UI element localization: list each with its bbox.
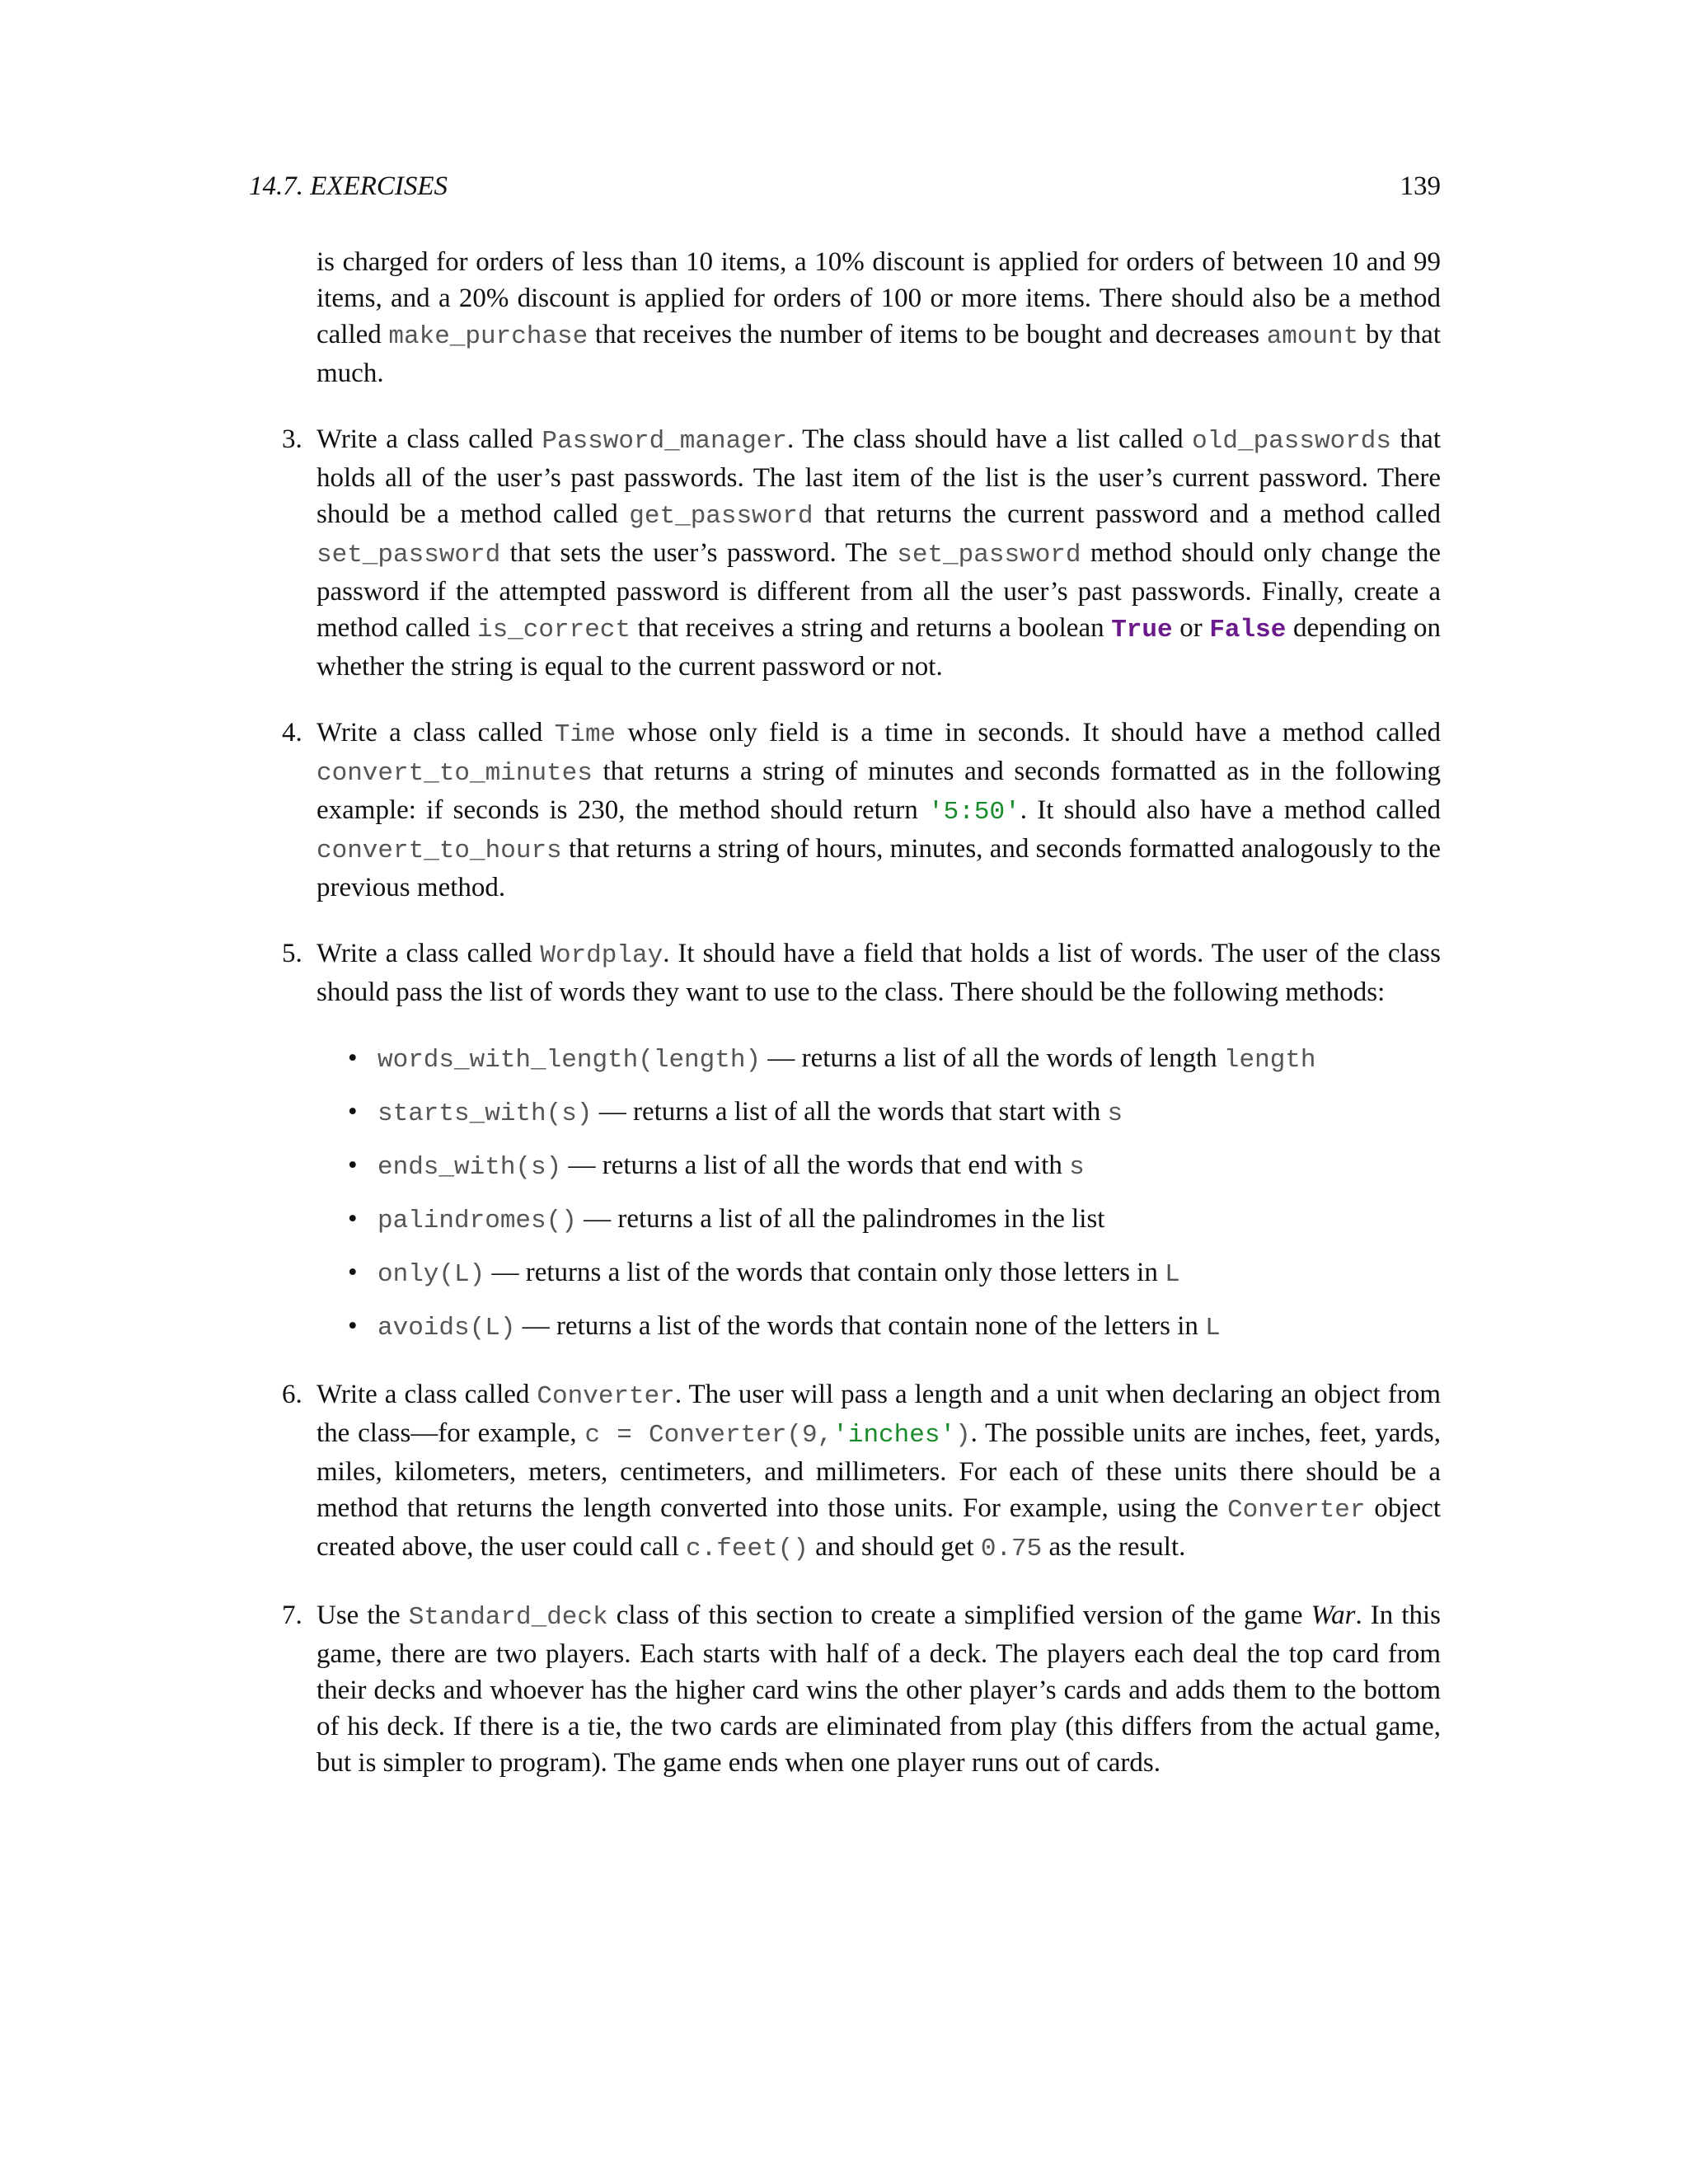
exercise-3: 3. Write a class called Password_manager. The class should have a list called old_passwords that holds all of the user’s past passwords. The last item of the list is the user’s current password. There should be a method called get_password that returns the current password and a method called set_password that sets the user’s password. The set_password method should only change the password if the attempted password is different from all the user’s past passwords. Finally, create a method called is_correct that receives a string and returns a boolean True or False depending on whether the string is equal to the current password or not. <box>316 421 1441 685</box>
bullet-dot: • <box>348 1151 358 1180</box>
code-get-password: get_password <box>629 502 814 531</box>
code-standard-deck: Standard_deck <box>408 1603 608 1632</box>
code-set-password-2: set_password <box>897 541 1081 569</box>
exercise-number: 7. <box>282 1601 302 1630</box>
exercise-6: 6. Write a class called Converter. The user will pass a length and a unit when declaring an object from the class—for example, c = Converter(9,'inches'). The possible units are inches, feet, yards, miles, kilometers, meters, centimeters, and millimeters. For each of these units there should be a method that returns the length converted into those units. For example, using the Converter object created above, the user could call c.feet() and should get 0.75 as the result. <box>316 1376 1441 1568</box>
bullet-dot: • <box>348 1311 358 1341</box>
code-set-password: set_password <box>316 541 501 569</box>
code-time: Time <box>554 720 617 749</box>
code-amount: amount <box>1266 322 1359 351</box>
exercise-number: 4. <box>282 718 302 748</box>
page-body <box>282 244 1442 1781</box>
bullet-dot: • <box>348 1097 358 1127</box>
code-is-correct: is_correct <box>476 616 631 644</box>
code-converter: Converter <box>537 1382 675 1411</box>
method-bullet-list <box>316 1040 1441 1347</box>
exercise-list <box>282 421 1442 1781</box>
exercise-number: 3. <box>282 424 302 454</box>
keyword-false: False <box>1209 616 1287 644</box>
bullet-item: • only(L) — returns a list of the words that contain only those letters in L <box>316 1254 1441 1293</box>
code-c-feet: c.feet() <box>686 1535 809 1563</box>
bullet-item: • words_with_length(length) — returns a list of all the words of length length <box>316 1040 1441 1079</box>
running-head <box>249 171 1441 208</box>
page-number: 139 <box>1400 171 1441 201</box>
continued-paragraph: is charged for orders of less than 10 items, a 10% discount is applied for orders of between 10 and 99 items, and a 20% discount is applied for orders of 100 or more items. There should also be a method called make_purchase that receives the number of items to be bought and decreases amount by that much. <box>316 247 1442 388</box>
bullet-dot: • <box>348 1258 358 1287</box>
bullet-dot: • <box>348 1204 358 1234</box>
code-wordplay: Wordplay <box>540 941 663 970</box>
code-converter-call: c = Converter(9, <box>584 1421 833 1450</box>
exercise-number: 6. <box>282 1380 302 1409</box>
bullet-dot: • <box>348 1043 358 1073</box>
exercise-4: 4. Write a class called Time whose only field is a time in seconds. It should have a method called convert_to_minutes that returns a string of minutes and seconds formatted as in the following example: if seconds is 230, the method should return '5:50'. It should also have a method called convert_to_hours that returns a string of hours, minutes, and seconds formatted analogously to the previous method. <box>316 715 1441 906</box>
code-password-manager: Password_manager <box>542 427 788 456</box>
exercise-number: 5. <box>282 939 302 968</box>
keyword-true: True <box>1111 616 1173 644</box>
string-5-50: '5:50' <box>928 798 1020 827</box>
code-convert-to-minutes: convert_to_minutes <box>316 759 593 788</box>
code-convert-to-hours: convert_to_hours <box>316 837 562 865</box>
bullet-item: • starts_with(s) — returns a list of all the words that start with s <box>316 1094 1441 1132</box>
exercise-7: 7. Use the Standard_deck class of this section to create a simplified version of the game War. In this game, there are two players. Each starts with half of a deck. The players each deal the top card from their decks and whoever has the higher card wins the other player’s cards and adds them to the bottom of his deck. If there is a tie, the two cards are eliminated from play (this differs from the actual game, but is simpler to program). The game ends when one player runs out of cards. <box>316 1597 1441 1781</box>
bullet-item: • avoids(L) — returns a list of the words that contain none of the letters in L <box>316 1308 1441 1347</box>
code-converter-2: Converter <box>1227 1496 1366 1525</box>
bullet-item: • ends_with(s) — returns a list of all the words that end with s <box>316 1147 1441 1186</box>
code-result: 0.75 <box>980 1535 1043 1563</box>
exercise-5: 5. Write a class called Wordplay. It should have a field that holds a list of words. The user of the class should pass the list of words they want to use to the class. There should be the following methods: • words_with_length(length) — returns a list of all the words of length length • starts_with(s) — returns a list of all the words that start with s • ends_with(s) — returns a list of all the words that end with s • palindromes() — returns a list of all the palindromes in the list • only(L) — returns a list of the words that contain only those letters in L • avoids(L) — returns a list of the words that contain none of the letters in L <box>316 935 1441 1347</box>
string-inches: 'inches' <box>832 1421 956 1450</box>
code-old-passwords: old_passwords <box>1192 427 1392 456</box>
game-title: War <box>1311 1601 1356 1630</box>
bullet-item: • palindromes() — returns a list of all the palindromes in the list <box>316 1201 1441 1240</box>
section-label: 14.7. EXERCISES <box>249 171 448 201</box>
code-make-purchase: make_purchase <box>388 322 588 351</box>
